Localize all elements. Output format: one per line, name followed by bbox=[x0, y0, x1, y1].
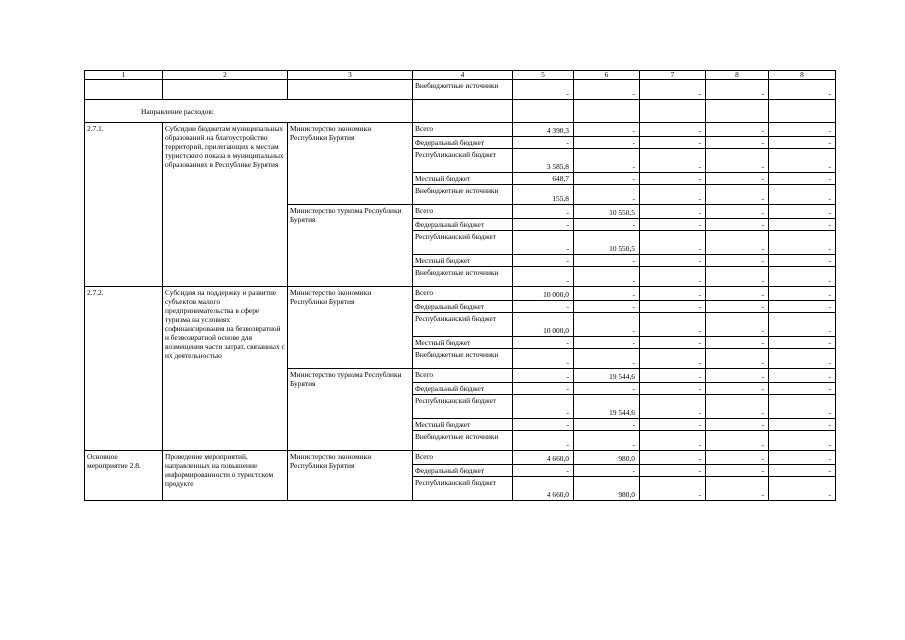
empty-cell bbox=[706, 100, 769, 123]
value-cell: 4 390,3 bbox=[513, 123, 574, 137]
value-cell: - bbox=[706, 287, 769, 301]
source-cell: Республиканский бюджет bbox=[413, 395, 513, 419]
source-cell: Местный бюджет bbox=[413, 337, 513, 349]
value-cell: - bbox=[706, 431, 769, 451]
source-cell: Республиканский бюджет bbox=[413, 149, 513, 173]
value-cell: 19 544,6 bbox=[574, 395, 640, 419]
value-cell: - bbox=[574, 137, 640, 149]
value-cell: - bbox=[706, 205, 769, 219]
value-cell: - bbox=[706, 173, 769, 185]
empty-cell bbox=[640, 100, 706, 123]
source-cell: Федеральный бюджет bbox=[413, 383, 513, 395]
header-cell: 5 bbox=[513, 71, 574, 80]
value-cell: - bbox=[769, 477, 836, 501]
source-cell: Республиканский бюджет bbox=[413, 313, 513, 337]
value-cell: - bbox=[574, 383, 640, 395]
value-cell: - bbox=[574, 173, 640, 185]
value-cell: - bbox=[513, 337, 574, 349]
source-cell: Местный бюджет bbox=[413, 255, 513, 267]
header-cell: 1 bbox=[85, 71, 163, 80]
value-cell: - bbox=[706, 219, 769, 231]
value-cell: - bbox=[640, 337, 706, 349]
header-cell: 8 bbox=[706, 71, 769, 80]
value-cell: - bbox=[769, 149, 836, 173]
value-cell: - bbox=[769, 267, 836, 287]
value-cell: - bbox=[640, 185, 706, 205]
value-cell: - bbox=[513, 80, 574, 100]
value-cell: - bbox=[769, 301, 836, 313]
value-cell: - bbox=[513, 301, 574, 313]
value-cell: - bbox=[574, 185, 640, 205]
empty-cell bbox=[413, 100, 513, 123]
value-cell: - bbox=[706, 231, 769, 255]
value-cell: - bbox=[513, 267, 574, 287]
value-cell: - bbox=[574, 219, 640, 231]
value-cell: - bbox=[513, 369, 574, 383]
value-cell: - bbox=[574, 80, 640, 100]
value-cell: - bbox=[769, 137, 836, 149]
source-cell: Федеральный бюджет bbox=[413, 465, 513, 477]
table-row bbox=[85, 451, 836, 465]
header-cell: 8 bbox=[769, 71, 836, 80]
value-cell: - bbox=[574, 301, 640, 313]
table-row bbox=[85, 287, 836, 301]
value-cell: 155,8 bbox=[513, 185, 574, 205]
item-name: Проведение мероприятий, направленных на повышение информированности о туристском продукте bbox=[163, 451, 288, 501]
value-cell: - bbox=[706, 369, 769, 383]
empty-cell bbox=[574, 100, 640, 123]
empty-cell bbox=[85, 80, 163, 100]
value-cell: - bbox=[513, 395, 574, 419]
value-cell: - bbox=[640, 369, 706, 383]
budget-table bbox=[84, 70, 836, 501]
value-cell: - bbox=[574, 337, 640, 349]
value-cell: - bbox=[706, 395, 769, 419]
value-cell: - bbox=[706, 465, 769, 477]
value-cell: - bbox=[640, 349, 706, 369]
value-cell: - bbox=[574, 313, 640, 337]
value-cell: - bbox=[769, 185, 836, 205]
value-cell: - bbox=[706, 80, 769, 100]
value-cell: - bbox=[769, 419, 836, 431]
value-cell: - bbox=[513, 231, 574, 255]
item-code: Основное мероприятие 2.8. bbox=[85, 451, 163, 501]
value-cell: - bbox=[706, 185, 769, 205]
source-cell: Внебюджетные источники bbox=[413, 267, 513, 287]
value-cell: 4 660,0 bbox=[513, 451, 574, 465]
value-cell: - bbox=[706, 267, 769, 287]
value-cell: - bbox=[640, 383, 706, 395]
value-cell: - bbox=[513, 349, 574, 369]
value-cell: - bbox=[769, 219, 836, 231]
value-cell: - bbox=[574, 287, 640, 301]
value-cell: - bbox=[640, 173, 706, 185]
value-cell: - bbox=[574, 349, 640, 369]
value-cell: - bbox=[574, 431, 640, 451]
source-cell: Всего bbox=[413, 369, 513, 383]
executor-cell: Министерство экономики Республики Бурятия bbox=[288, 123, 413, 205]
value-cell: - bbox=[706, 149, 769, 173]
header-cell: 6 bbox=[574, 71, 640, 80]
value-cell: - bbox=[706, 137, 769, 149]
value-cell: - bbox=[513, 431, 574, 451]
empty-cell bbox=[513, 100, 574, 123]
value-cell: 10 550,5 bbox=[574, 231, 640, 255]
executor-cell: Министерство туризма Республики Бурятия bbox=[288, 369, 413, 451]
value-cell: - bbox=[769, 395, 836, 419]
source-cell: Местный бюджет bbox=[413, 173, 513, 185]
value-cell: - bbox=[706, 477, 769, 501]
item-code: 2.7.2. bbox=[85, 287, 163, 451]
value-cell: - bbox=[513, 205, 574, 219]
source-cell: Внебюджетные источники bbox=[413, 80, 513, 100]
source-cell: Республиканский бюджет bbox=[413, 231, 513, 255]
source-cell: Местный бюджет bbox=[413, 419, 513, 431]
item-name: Субсидия на поддержку и развитие субъектов малого предпринимательства в сфере туризма на условиях софинансирования на безвозвратной и безвозвратной основе для возмещения части затрат, связанных с их деятельностью bbox=[163, 287, 288, 451]
value-cell: - bbox=[769, 173, 836, 185]
value-cell: - bbox=[706, 123, 769, 137]
source-cell: Внебюджетные источники bbox=[413, 431, 513, 451]
value-cell: - bbox=[706, 337, 769, 349]
value-cell: - bbox=[640, 395, 706, 419]
value-cell: 4 660,0 bbox=[513, 477, 574, 501]
item-name: Субсидии бюджетам муниципальных образований на благоустройство территорий, прилегающих к местам туристского показа в муниципальных образованиях в Республике Бурятия bbox=[163, 123, 288, 287]
value-cell: - bbox=[640, 451, 706, 465]
executor-cell: Министерство экономики Республики Бурятия bbox=[288, 451, 413, 501]
value-cell: - bbox=[574, 267, 640, 287]
value-cell: - bbox=[640, 80, 706, 100]
empty-cell bbox=[163, 80, 288, 100]
value-cell: - bbox=[574, 255, 640, 267]
value-cell: 3 585,8 bbox=[513, 149, 574, 173]
value-cell: 648,7 bbox=[513, 173, 574, 185]
value-cell: - bbox=[706, 255, 769, 267]
value-cell: - bbox=[769, 313, 836, 337]
value-cell: - bbox=[769, 451, 836, 465]
value-cell: - bbox=[513, 465, 574, 477]
value-cell: - bbox=[640, 267, 706, 287]
value-cell: - bbox=[640, 205, 706, 219]
value-cell: - bbox=[640, 149, 706, 173]
executor-cell: Министерство туризма Республики Бурятия bbox=[288, 205, 413, 287]
header-row bbox=[85, 71, 836, 80]
header-cell: 2 bbox=[163, 71, 288, 80]
source-cell: Внебюджетные источники bbox=[413, 349, 513, 369]
value-cell: - bbox=[574, 465, 640, 477]
value-cell: - bbox=[640, 255, 706, 267]
source-cell: Республиканский бюджет bbox=[413, 477, 513, 501]
item-code: 2.7.1. bbox=[85, 123, 163, 287]
value-cell: - bbox=[769, 231, 836, 255]
value-cell: 10 550,5 bbox=[574, 205, 640, 219]
value-cell: - bbox=[769, 349, 836, 369]
value-cell: - bbox=[640, 419, 706, 431]
empty-cell bbox=[288, 80, 413, 100]
header-cell: 3 bbox=[288, 71, 413, 80]
value-cell: - bbox=[574, 123, 640, 137]
value-cell: - bbox=[769, 337, 836, 349]
empty-cell bbox=[769, 100, 836, 123]
value-cell: - bbox=[640, 477, 706, 501]
value-cell: - bbox=[640, 313, 706, 337]
value-cell: - bbox=[574, 149, 640, 173]
table-row bbox=[85, 123, 836, 137]
source-cell: Федеральный бюджет bbox=[413, 219, 513, 231]
value-cell: 980,0 bbox=[574, 451, 640, 465]
executor-cell: Министерство экономики Республики Бурятия bbox=[288, 287, 413, 369]
source-cell: Всего bbox=[413, 205, 513, 219]
section-title: Направление расходов: bbox=[85, 100, 413, 123]
value-cell: - bbox=[640, 137, 706, 149]
source-cell: Федеральный бюджет bbox=[413, 137, 513, 149]
value-cell: - bbox=[769, 287, 836, 301]
source-cell: Всего bbox=[413, 451, 513, 465]
value-cell: - bbox=[769, 205, 836, 219]
value-cell: - bbox=[513, 255, 574, 267]
header-cell: 7 bbox=[640, 71, 706, 80]
value-cell: 10 000,0 bbox=[513, 287, 574, 301]
value-cell: - bbox=[513, 383, 574, 395]
value-cell: - bbox=[513, 137, 574, 149]
value-cell: - bbox=[769, 431, 836, 451]
source-cell: Всего bbox=[413, 123, 513, 137]
value-cell: - bbox=[706, 301, 769, 313]
table-row bbox=[85, 80, 836, 100]
value-cell: - bbox=[706, 383, 769, 395]
value-cell: - bbox=[640, 431, 706, 451]
value-cell: - bbox=[706, 419, 769, 431]
value-cell: 980,0 bbox=[574, 477, 640, 501]
value-cell: - bbox=[640, 301, 706, 313]
value-cell: - bbox=[706, 313, 769, 337]
source-cell: Внебюджетные источники bbox=[413, 185, 513, 205]
value-cell: - bbox=[640, 219, 706, 231]
value-cell: - bbox=[769, 383, 836, 395]
value-cell: - bbox=[769, 80, 836, 100]
value-cell: - bbox=[513, 219, 574, 231]
value-cell: - bbox=[640, 123, 706, 137]
value-cell: - bbox=[769, 465, 836, 477]
value-cell: 10 000,0 bbox=[513, 313, 574, 337]
value-cell: - bbox=[769, 123, 836, 137]
header-cell: 4 bbox=[413, 71, 513, 80]
value-cell: - bbox=[640, 465, 706, 477]
value-cell: - bbox=[640, 231, 706, 255]
value-cell: - bbox=[769, 369, 836, 383]
value-cell: - bbox=[706, 349, 769, 369]
value-cell: - bbox=[706, 451, 769, 465]
value-cell: - bbox=[640, 287, 706, 301]
value-cell: - bbox=[769, 255, 836, 267]
value-cell: 19 544,6 bbox=[574, 369, 640, 383]
source-cell: Всего bbox=[413, 287, 513, 301]
section-row bbox=[85, 100, 836, 123]
value-cell: - bbox=[574, 419, 640, 431]
value-cell: - bbox=[513, 419, 574, 431]
source-cell: Федеральный бюджет bbox=[413, 301, 513, 313]
